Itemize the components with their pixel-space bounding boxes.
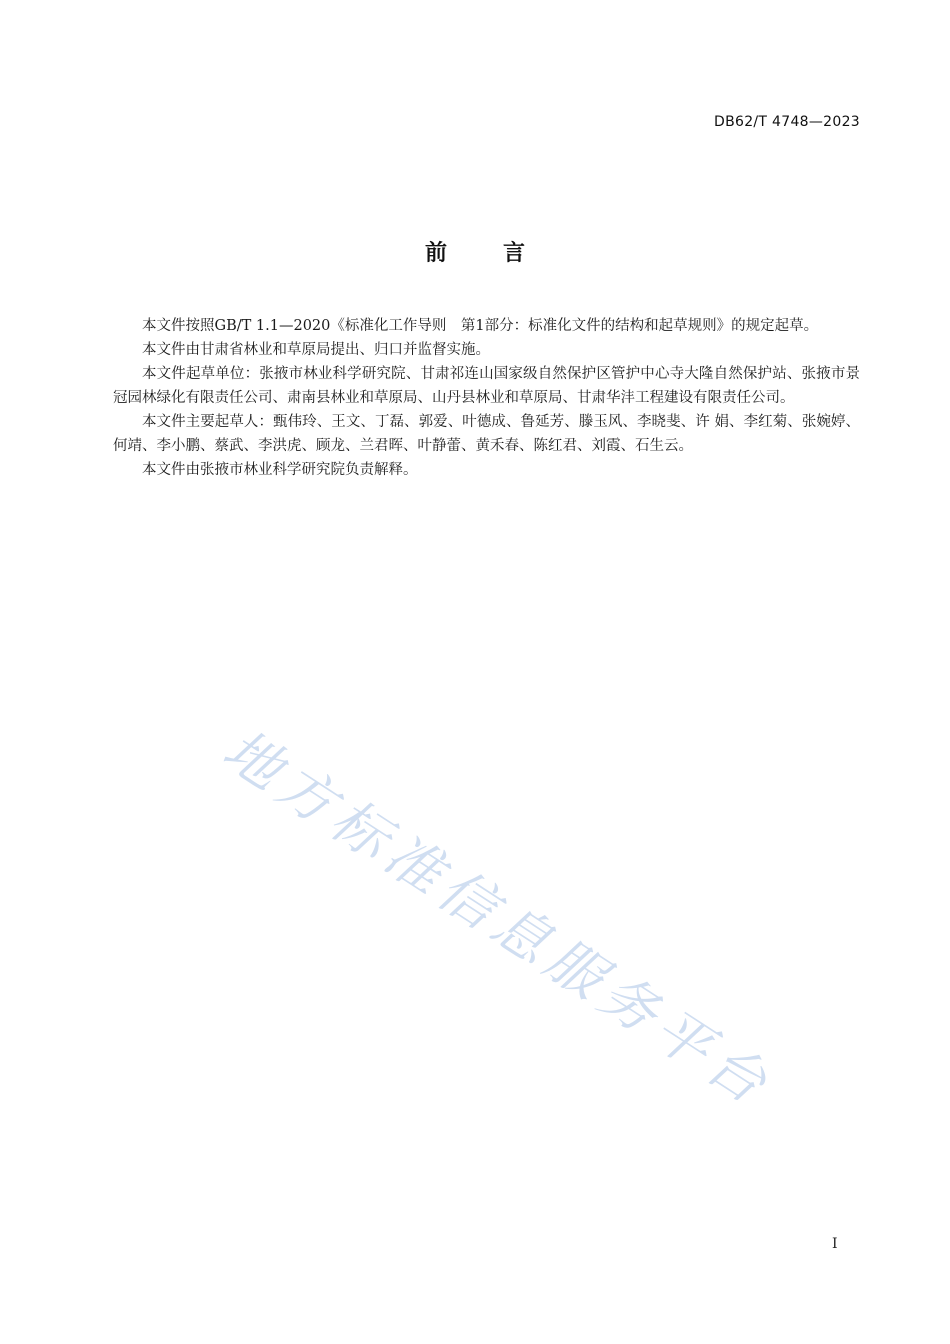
page-number: I bbox=[832, 1236, 838, 1252]
watermark: 地方标准信息服务平台 bbox=[211, 717, 784, 1121]
page-title: 前言 bbox=[424, 241, 581, 266]
paragraph-proposer: 本文件由甘肃省林业和草原局提出、归口并监督实施。 bbox=[142, 342, 490, 358]
foreword-body bbox=[113, 314, 860, 482]
paragraph-drafters: 本文件主要起草人：甄伟玲、王文、丁磊、郭爱、叶德成、鲁延芳、滕玉风、李晓斐、许 娟、李红菊、张婉婷、何靖、李小鹏、蔡武、李洪虎、顾龙、兰君晖、叶静蕾、黄禾春、陈红君、刘霞、石生云。 bbox=[113, 414, 860, 454]
paragraph-drafting-rules: 本文件按照GB/T 1.1—2020《标准化工作导则 第1部分：标准化文件的结构和起草规则》的规定起草。 bbox=[142, 318, 819, 334]
paragraph-drafting-units: 本文件起草单位：张掖市林业科学研究院、甘肃祁连山国家级自然保护区管护中心寺大隆自然保护站、张掖市景冠园林绿化有限责任公司、肃南县林业和草原局、山丹县林业和草原局、甘肃华沣工程建设有限责任公司。 bbox=[113, 366, 860, 406]
document-code: DB62/T 4748—2023 bbox=[714, 114, 860, 130]
paragraph-interpretation: 本文件由张掖市林业科学研究院负责解释。 bbox=[142, 462, 418, 478]
